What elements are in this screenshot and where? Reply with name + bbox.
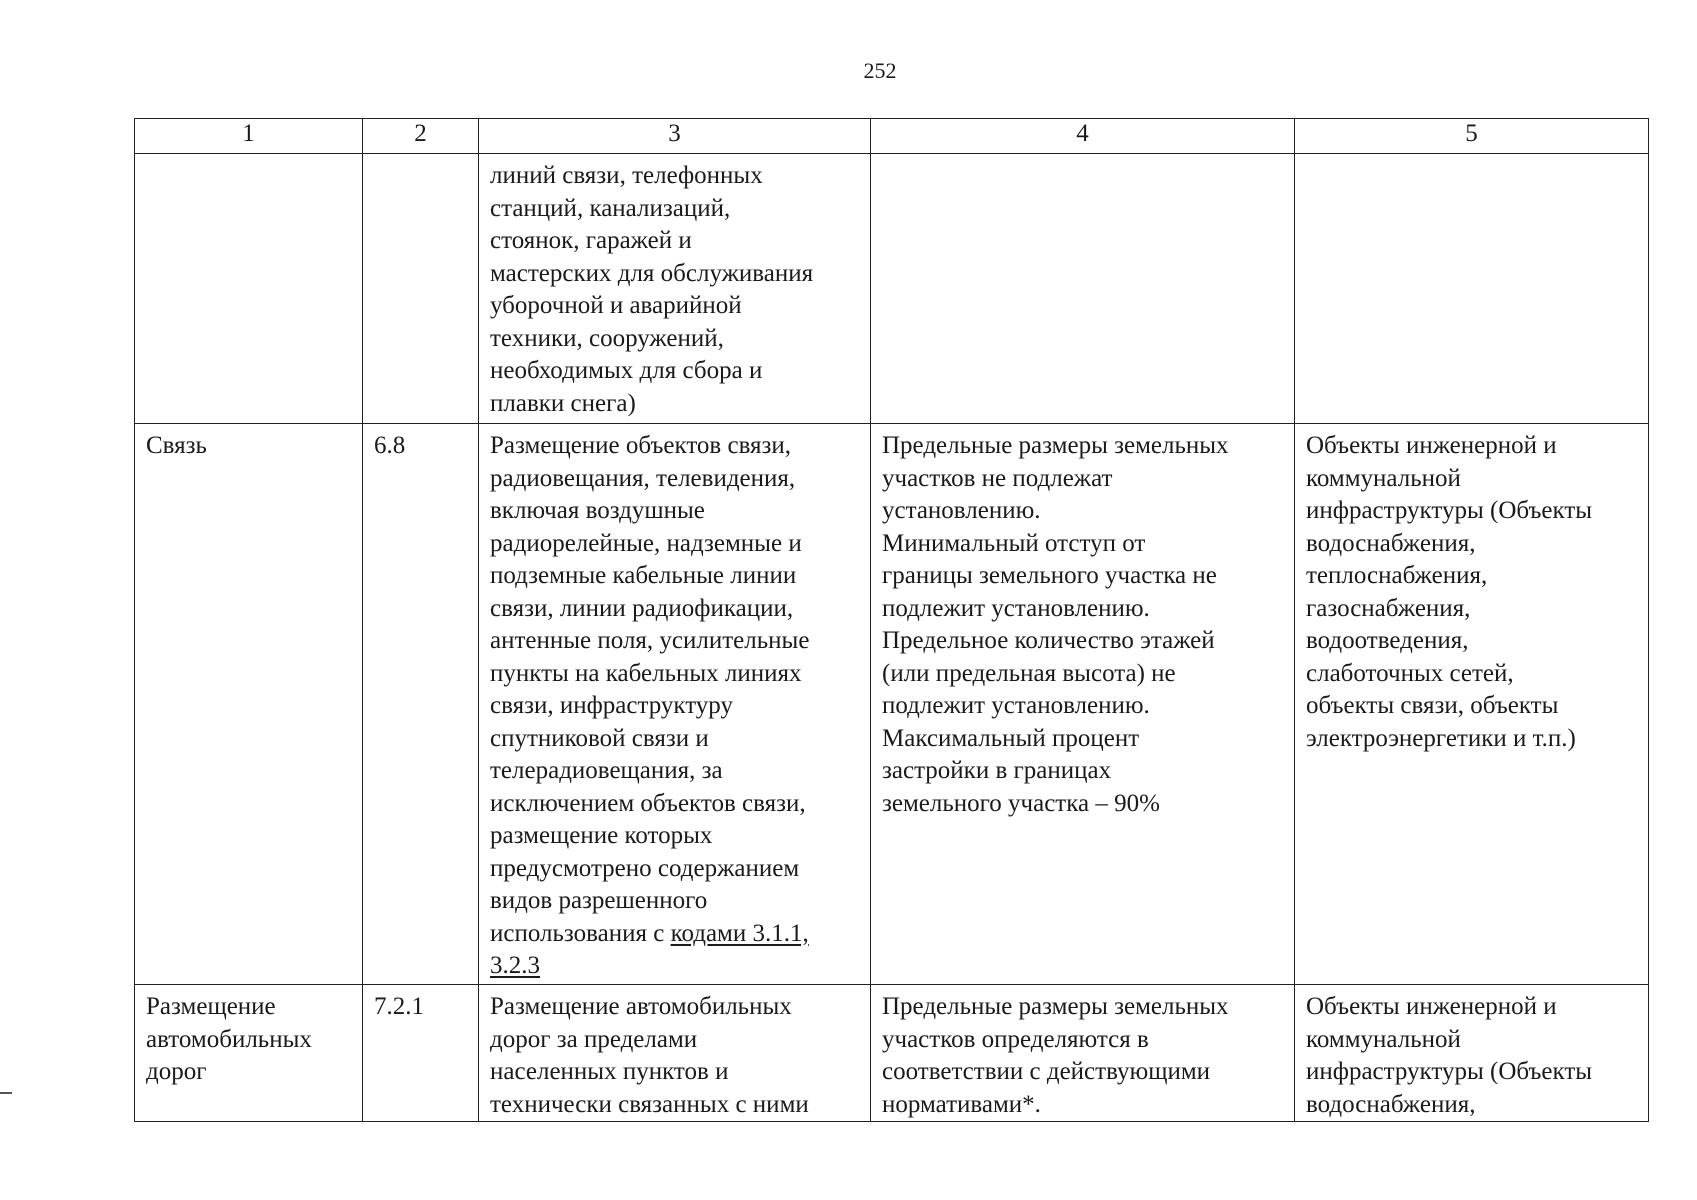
cell-use-name: Связь — [135, 424, 363, 985]
cell-auxiliary-uses — [1295, 154, 1649, 424]
table-row — [135, 424, 1649, 985]
column-header-2: 2 — [363, 119, 479, 154]
column-header-5: 5 — [1295, 119, 1649, 154]
cell-description: линий связи, телефонных станций, канализаций, стоянок, гаражей и мастерских для обслуживания уборочной и аварийной техники, сооружений, необходимых для сбора и плавки снега) — [479, 154, 871, 424]
codes-link[interactable]: кодами 3.1.1, 3.2.3 — [490, 919, 809, 979]
table-row — [135, 985, 1649, 1122]
cell-code — [363, 154, 479, 424]
zoning-table — [134, 118, 1649, 1122]
table-header-row — [135, 119, 1649, 154]
cell-parameters: Предельные размеры земельных участков не подлежат установлению. Минимальный отступ от границы земельного участка не подлежит установлению. Предельное количество этажей (или предельная высота) не подлежит установлению. Максимальный процент застройки в границах земельного участка – 90% — [871, 424, 1295, 985]
cell-parameters: Предельные размеры земельных участков определяются в соответствии с действующими нормативами*. — [871, 985, 1295, 1122]
cell-use-name: Размещение автомобильных дорог — [135, 985, 363, 1122]
cell-description: Размещение автомобильных дорог за пределами населенных пунктов и технически связанных с ними — [479, 985, 871, 1122]
cell-auxiliary-uses: Объекты инженерной и коммунальной инфраструктуры (Объекты водоснабжения, теплоснабжения, газоснабжения, водоотведения, слаботочных сетей, объекты связи, объекты электроэнергетики и т.п.) — [1295, 424, 1649, 985]
column-header-4: 4 — [871, 119, 1295, 154]
cell-code: 7.2.1 — [363, 985, 479, 1122]
cell-parameters — [871, 154, 1295, 424]
table-row — [135, 154, 1649, 424]
cell-auxiliary-uses: Объекты инженерной и коммунальной инфраструктуры (Объекты водоснабжения, — [1295, 985, 1649, 1122]
scan-edge-mark — [0, 1092, 12, 1094]
cell-use-name — [135, 154, 363, 424]
description-text: Размещение объектов связи, радиовещания, телевидения, включая воздушные радиорелейные, надземные и подземные кабельные линии связи, линии радиофикации, антенные поля, усилительные пункты на кабельных линиях связи, инфраструктуру спутниковой связи и телерадиовещания, за исключением объектов связи, размещение которых предусмотрено содержанием видов разрешенного использования с — [490, 432, 810, 947]
column-header-3: 3 — [479, 119, 871, 154]
page-number: 252 — [863, 58, 897, 83]
cell-code: 6.8 — [363, 424, 479, 985]
cell-description — [479, 424, 871, 985]
column-header-1: 1 — [135, 119, 363, 154]
